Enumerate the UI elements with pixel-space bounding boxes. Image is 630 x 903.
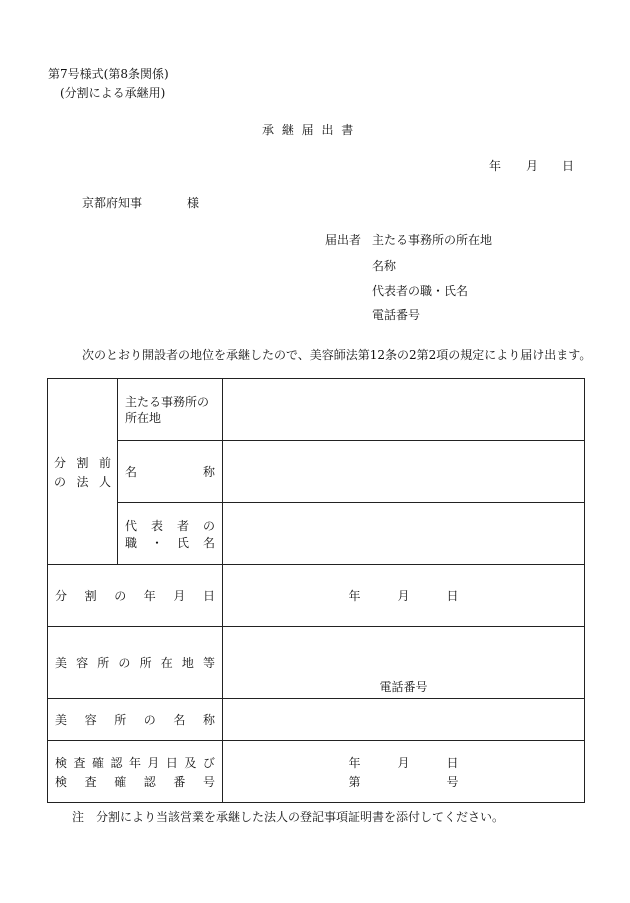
office-location-label: 主たる事務所の所在地: [118, 379, 223, 441]
document-title: 承 継 届 出 書: [262, 123, 356, 137]
split-date-label: 分 割 の 年 月 日: [48, 565, 223, 627]
salon-name-field[interactable]: [223, 699, 585, 741]
applicant-name: 名称: [372, 259, 397, 273]
date-day-label: 日: [562, 159, 575, 173]
inspection-field[interactable]: 年 月 日 第 号: [223, 741, 585, 803]
applicant-representative: 代表者の職・氏名: [372, 284, 469, 298]
salon-location-label: 美 容 所 の 所 在 地 等: [48, 627, 223, 699]
office-location-field[interactable]: [223, 379, 585, 441]
addressee-honorific: 様: [187, 196, 200, 210]
date-month-label: 月: [526, 159, 539, 173]
form-subtitle: (分割による承継用): [60, 86, 166, 100]
corporation-name-label: 名 称: [118, 441, 223, 503]
applicant-phone: 電話番号: [372, 308, 421, 322]
pre-split-corporation-label: 分 割 前 の 法 人: [48, 379, 118, 565]
statement-text: 次のとおり開設者の地位を承継したので、美容師法第12条の2第2項の規定により届け出ます。: [82, 348, 592, 362]
salon-phone-label: 電話番号: [379, 680, 428, 694]
applicant-office-location: 主たる事務所の所在地: [372, 233, 493, 247]
salon-location-field[interactable]: [223, 627, 585, 699]
date-year-label: 年: [489, 159, 502, 173]
applicant-label: 届出者: [325, 233, 362, 247]
representative-field[interactable]: [223, 503, 585, 565]
split-date-field[interactable]: 年 月 日: [223, 565, 585, 627]
corporation-name-field[interactable]: [223, 441, 585, 503]
footnote: 注 分割により当該営業を承継した法人の登記事項証明書を添付してください。: [72, 810, 505, 824]
salon-name-label: 美 容 所 の 名 称: [48, 699, 223, 741]
form-number: 第7号様式(第8条関係): [48, 67, 169, 81]
representative-label: 代 表 者 の 職 ・ 氏 名: [118, 503, 223, 565]
addressee-name: 京都府知事: [82, 196, 143, 210]
notification-form-table: [47, 378, 585, 803]
inspection-label: 検 査 確 認 年 月 日 及 び 検 査 確 認 番 号: [48, 741, 223, 803]
